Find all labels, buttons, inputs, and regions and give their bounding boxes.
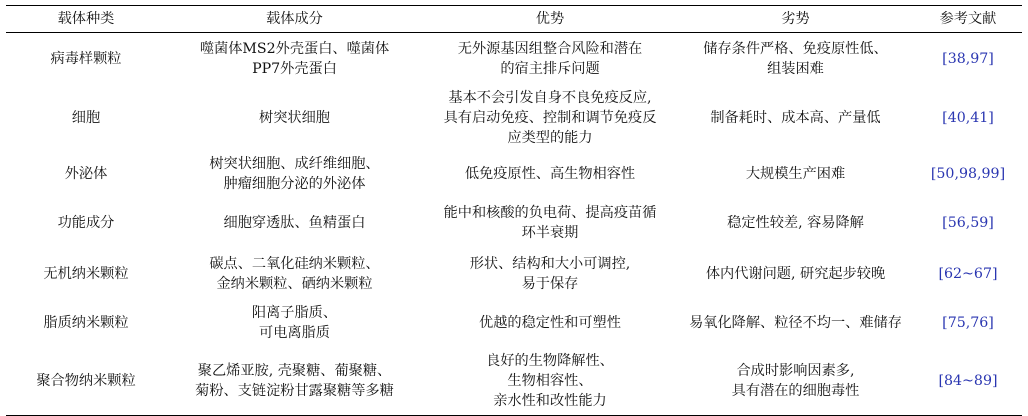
- cell-carrier-type: 无机纳米颗粒: [43, 265, 129, 282]
- table-row: [6, 151, 1022, 197]
- cell-disadvantage: 大规模生产困难: [745, 166, 846, 182]
- header-references: 参考文献: [939, 11, 997, 27]
- cell-disadvantage: 制备耗时、成本高、产量低: [710, 109, 881, 126]
- cell-carrier-type: 功能成分: [57, 214, 115, 231]
- cell-advantage: 低免疫原性、高生物相容性: [464, 166, 636, 182]
- cell-disadvantage: 易氧化降解、粒径不均一、难储存: [689, 315, 902, 331]
- header-advantage: 优势: [535, 11, 565, 27]
- cell-carrier-component: 细胞穿透肽、鱼精蛋白: [223, 214, 366, 231]
- cell-disadvantage: 合成时影响因素多, 具有潜在的细胞毒性: [731, 363, 860, 399]
- carrier-comparison-table: [6, 5, 1022, 416]
- table-row: [6, 33, 1022, 85]
- cell-carrier-component: 碳点、二氧化硅纳米颗粒、 金纳米颗粒、硒纳米颗粒: [209, 255, 380, 292]
- cell-carrier-component: 树突状细胞: [259, 109, 330, 126]
- carrier-comparison-table-wrapper: [6, 5, 1022, 416]
- cell-advantage: 能中和核酸的负电荷、提高疫苗循 环半衰期: [443, 204, 657, 241]
- cell-reference-link[interactable]: [56,59]: [942, 214, 994, 231]
- header-row: [6, 6, 1022, 33]
- cell-reference-link[interactable]: [40,41]: [942, 109, 994, 126]
- cell-reference-link[interactable]: [62~67]: [938, 265, 998, 282]
- cell-reference-link[interactable]: [75,76]: [942, 315, 994, 331]
- header-carrier-type: 载体种类: [57, 11, 115, 27]
- table-row: [6, 299, 1022, 347]
- cell-carrier-type: 外泌体: [64, 166, 108, 182]
- cell-reference-link[interactable]: [38,97]: [942, 50, 994, 67]
- cell-carrier-component: 树突状细胞、成纤维细胞、 肿瘤细胞分泌的外泌体: [209, 156, 380, 192]
- table-row: [6, 197, 1022, 248]
- cell-carrier-type: 聚合物纳米颗粒: [36, 373, 136, 389]
- cell-advantage: 优越的稳定性和可塑性: [479, 315, 621, 331]
- cell-carrier-component: 阳离子脂质、 可电离脂质: [251, 305, 338, 341]
- cell-advantage: 良好的生物降解性、 生物相容性、 亲水性和改性能力: [486, 353, 614, 409]
- cell-disadvantage: 稳定性较差, 容易降解: [727, 214, 864, 231]
- cell-advantage: 基本不会引发自身不良免疫反应, 具有启动免疫、控制和调节免疫反 应类型的能力: [443, 89, 657, 146]
- cell-reference-link[interactable]: [50,98,99]: [930, 166, 1006, 182]
- table-row: [6, 248, 1022, 299]
- table-body: [6, 33, 1022, 416]
- table-row: [6, 347, 1022, 416]
- table-row: [6, 84, 1022, 151]
- cell-carrier-type: 细胞: [71, 109, 101, 126]
- cell-reference-link[interactable]: [84~89]: [938, 373, 998, 389]
- cell-carrier-component: 噬菌体MS2外壳蛋白、噬菌体 PP7外壳蛋白: [199, 40, 390, 77]
- cell-advantage: 无外源基因组整合风险和潜在 的宿主排斥问题: [457, 40, 643, 77]
- cell-advantage: 形状、结构和大小可调控, 易于保存: [469, 255, 631, 292]
- cell-carrier-component: 聚乙烯亚胺, 壳聚糖、葡聚糖、 菊粉、支链淀粉甘露聚糖等多糖: [195, 363, 394, 399]
- header-carrier-component: 载体成分: [266, 11, 323, 27]
- cell-disadvantage: 储存条件严格、免疫原性低、 组装困难: [703, 40, 888, 77]
- cell-disadvantage: 体内代谢问题, 研究起步较晚: [705, 265, 886, 282]
- header-disadvantage: 劣势: [781, 11, 810, 27]
- cell-carrier-type: 病毒样颗粒: [50, 50, 122, 67]
- cell-carrier-type: 脂质纳米颗粒: [43, 315, 129, 331]
- table-header: [6, 6, 1022, 33]
